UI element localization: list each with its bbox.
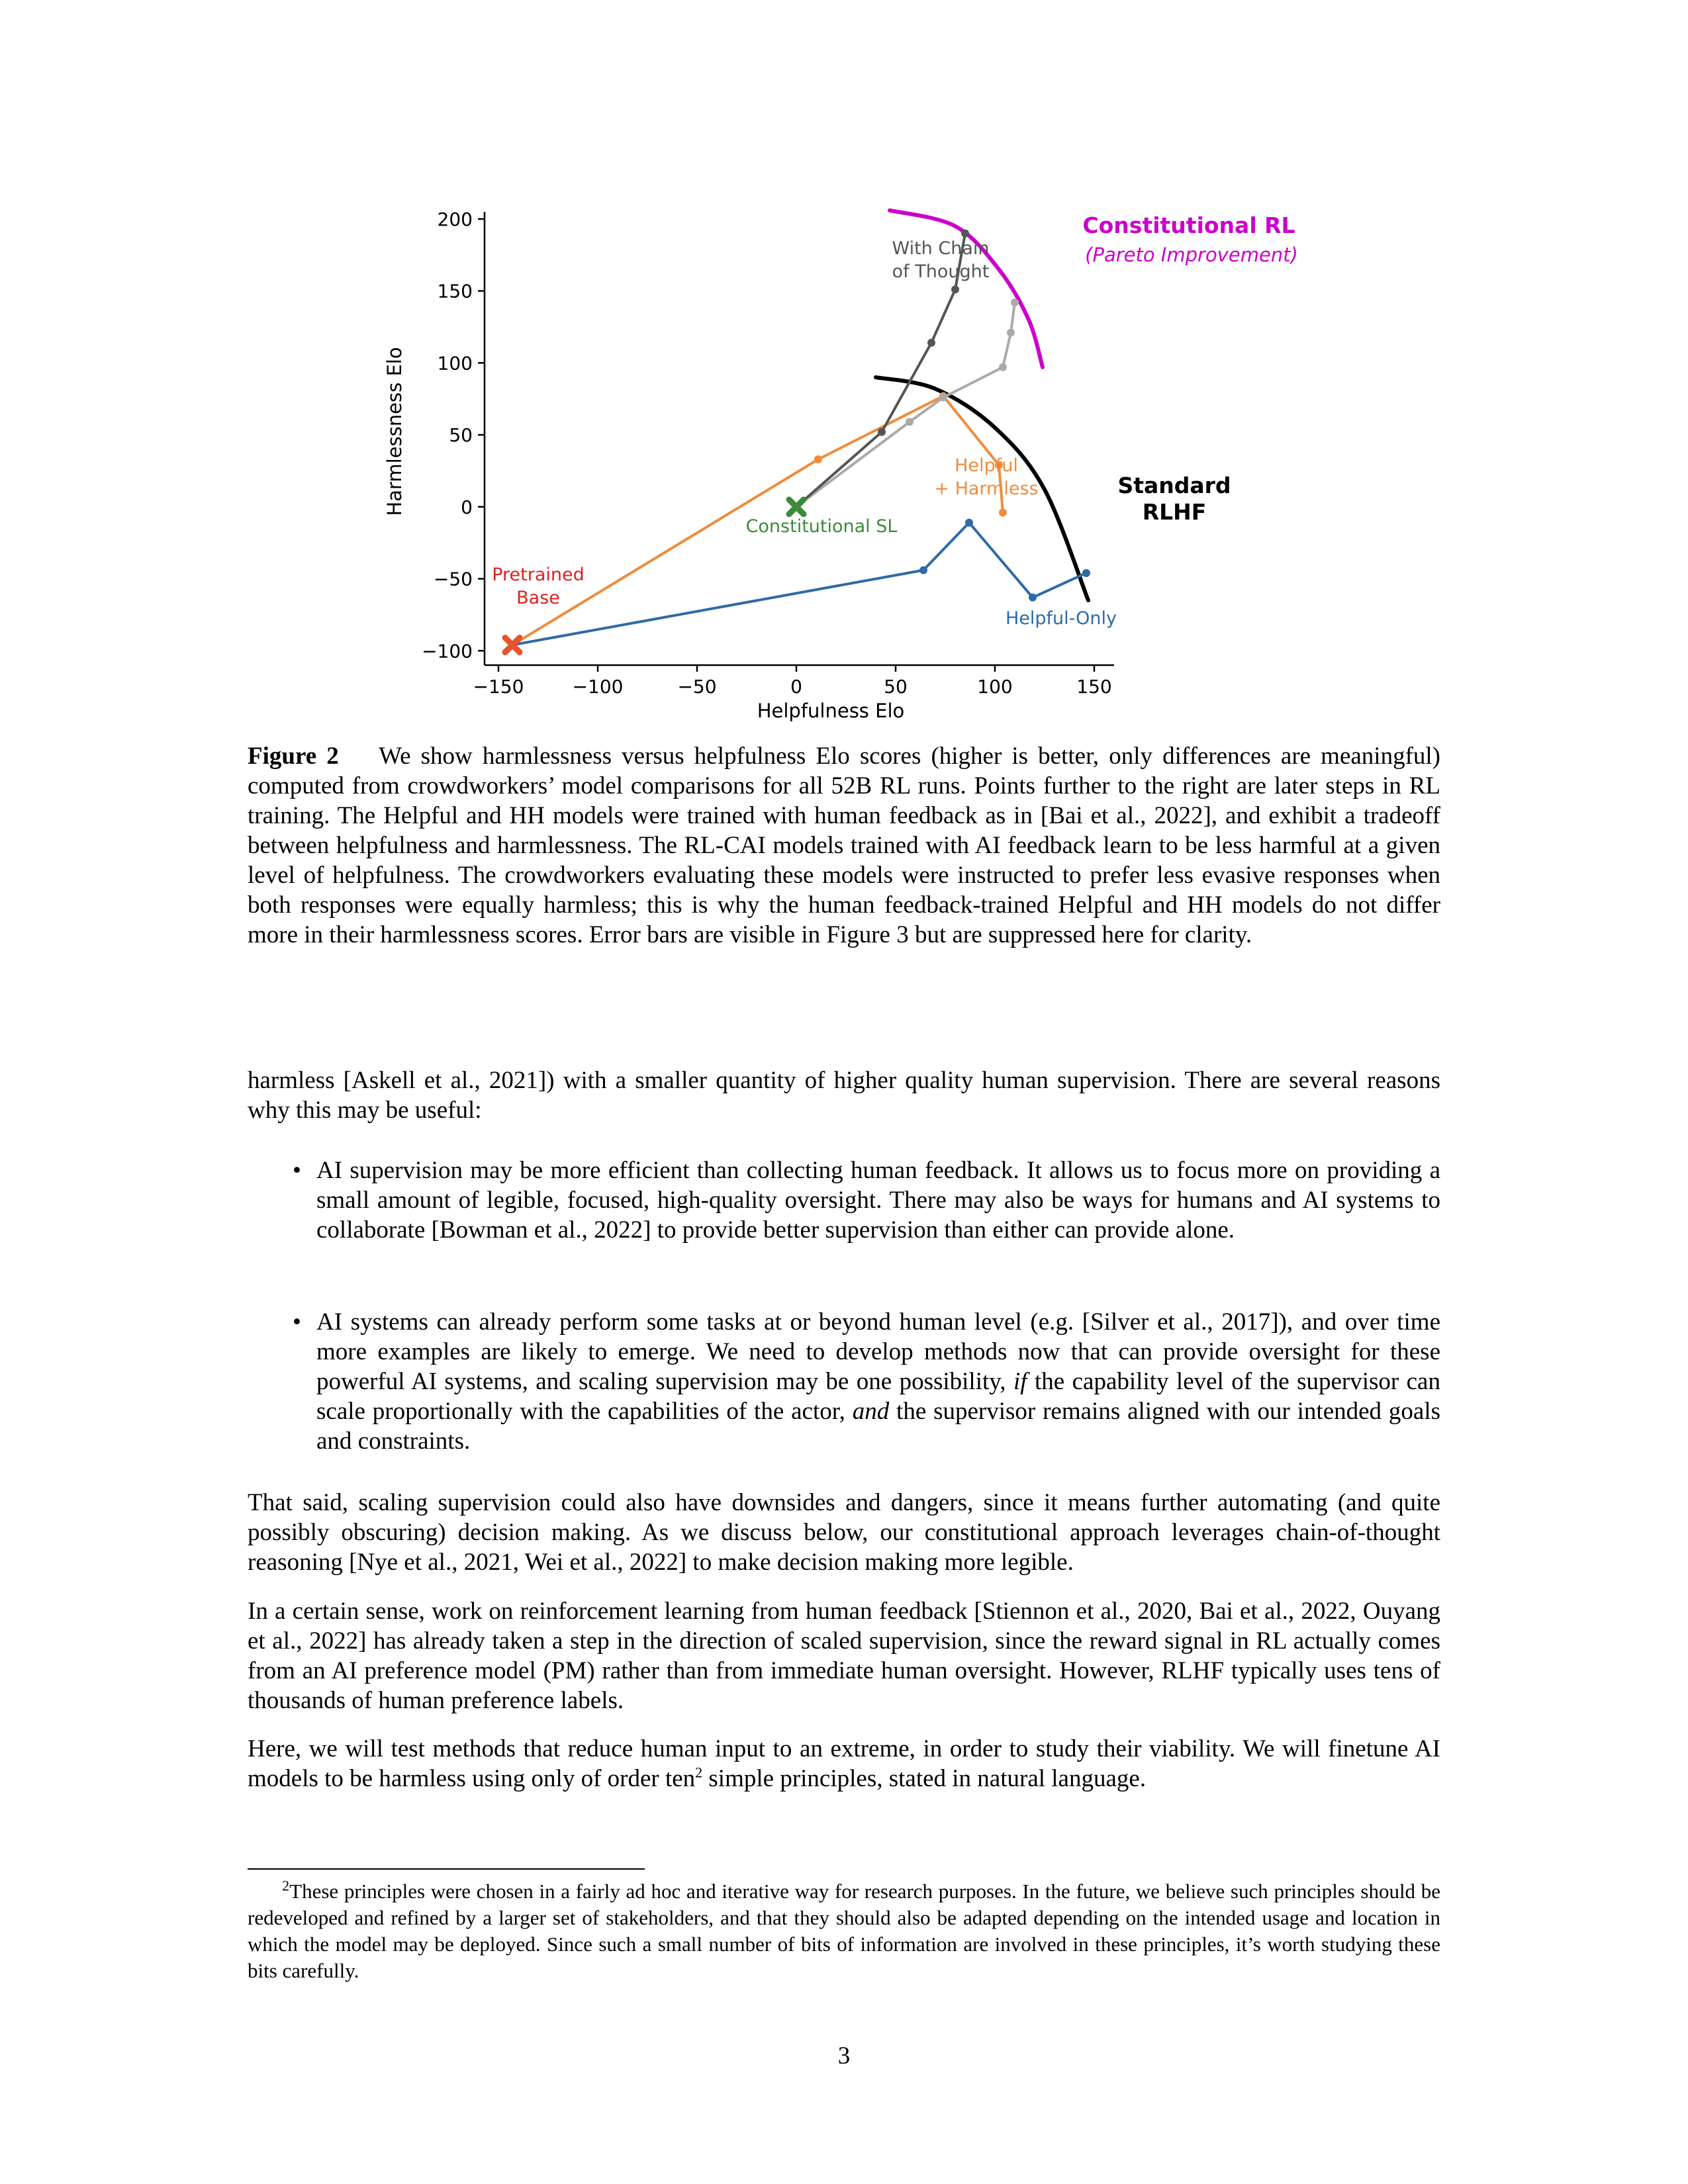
- bullet-text-2-if: if: [1013, 1368, 1027, 1395]
- caption-text: We show harmlessness versus helpfulness Elo scores (higher is better, only differences are meaningful) computed from crowdworkers’ model comparisons for all 52B RL runs. Points further to the right are later steps in RL training. The Helpful and HH models were trained with human feedback as in [Bai et al., 2022], and exhibit a tradeoff between helpfulness and harmlessness. The RL-CAI models trained with AI feedback learn to be less harmful at a given level of helpfulness. The crowdworkers evaluating these models were instructed to prefer less evasive responses when both responses were equally harmless; this is why the human feedback-trained Helpful and HH models do not differ more in their harmlessness scores. Error bars are visible in Figure 3 but are suppressed here for clarity.: [248, 743, 1440, 948]
- data-point-helpful-only: [919, 566, 927, 574]
- bullet-item-2: [293, 1307, 1441, 1456]
- data-point-with-chain-of-thought: [951, 285, 959, 293]
- paragraph-2: That said, scaling supervision could also have downsides and dangers, since it means further automating (and quite possibly obscuring) decision making. As we discuss below, our constitutional approach leverages chain-of-thought reasoning [Nye et al., 2021, Wei et al., 2022] to make decision making more legible.: [248, 1489, 1440, 1576]
- x-tick-label: 50: [884, 676, 908, 698]
- paragraph-1: harmless [Askell et al., 2021]) with a smaller quantity of higher quality human supervision. There are several reasons why this may be useful:: [248, 1067, 1440, 1124]
- x-tick-label: −50: [677, 676, 717, 698]
- label-chain-of-thought-1: With Chain: [892, 238, 990, 259]
- y-tick-label: 200: [437, 208, 473, 230]
- y-tick-label: 50: [449, 424, 473, 447]
- y-tick-label: −50: [433, 568, 473, 590]
- caption-label: Figure 2: [248, 743, 339, 770]
- label-standard-rlhf-1: Standard: [1117, 473, 1231, 498]
- paragraph-4-text-a: Here, we will test methods that reduce human input to an extreme, in order to study their viability. We will finetune AI models to be harmless using only of order ten: [248, 1735, 1440, 1792]
- series-lines: [508, 230, 1090, 649]
- data-point-helpful-only: [965, 519, 973, 527]
- bullet-text-2a: AI systems can already perform some tasks at or beyond human level (e.g. [Silver et al., 2017]), and over time more examples are likely to emerge. We need to develop methods now that can provide oversight for these powerful AI systems, and scaling supervision may be one possibility,: [316, 1308, 1440, 1395]
- label-constitutional-rl: Constitutional RL: [1082, 212, 1295, 238]
- data-point-with-chain-of-thought: [927, 339, 935, 347]
- bullet-glyph: •: [293, 1308, 301, 1336]
- bullet-text-1: AI supervision may be more efficient than collecting human feedback. It allows us to focus more on providing a small amount of legible, focused, high-quality oversight. There may also be ways for humans and AI systems to collaborate [Bowman et al., 2022] to provide better supervision than either can provide alone.: [316, 1157, 1440, 1244]
- footnote-mark: 2: [282, 1877, 290, 1894]
- figure-2: [371, 185, 1311, 735]
- data-point-helpful-harmless: [999, 508, 1007, 516]
- footnote-ref[interactable]: 2: [695, 1764, 703, 1781]
- page-number: 3: [837, 2042, 851, 2070]
- label-pareto-improvement: (Pareto Improvement): [1085, 244, 1298, 266]
- x-tick-label: −150: [473, 676, 524, 698]
- paragraph-3: In a certain sense, work on reinforcement learning from human feedback [Stiennon et al., 2020, Bai et al., 2022, Ouyang et al., 2022] has already taken a step in the direction of scaled supervision, since the reward signal in RL actually comes from an AI preference model (PM) rather than from immediate human oversight. However, RLHF typically uses tens of thousands of human preference labels.: [248, 1598, 1440, 1714]
- x-tick-label: 100: [977, 676, 1013, 698]
- x-tick-label: 0: [790, 676, 802, 698]
- ylabel: Harmlessness Elo: [383, 347, 406, 516]
- bullet-text-2b: the capability level of the supervisor can scale proportionally with the capabilities of the actor,: [316, 1368, 1440, 1425]
- y-tick-label: 150: [437, 280, 473, 302]
- series-line-helpful-only: [512, 523, 1086, 645]
- data-point-helpful-harmless: [814, 455, 822, 463]
- data-point-constitutional-rl: [939, 394, 947, 402]
- figure-caption: [248, 741, 1440, 950]
- marker-constitutional-sl: [789, 500, 804, 514]
- label-helpful-harmless-2: + Harmless: [934, 478, 1039, 499]
- data-point-constitutional-rl: [999, 363, 1007, 371]
- data-point-helpful-only: [1082, 569, 1090, 577]
- x-tick-label: 150: [1076, 676, 1112, 698]
- label-helpful-harmless-1: Helpful: [955, 455, 1018, 476]
- bullet-glyph: •: [293, 1157, 301, 1184]
- xlabel: Helpfulness Elo: [757, 700, 905, 722]
- data-point-constitutional-rl: [1007, 329, 1015, 337]
- label-constitutional-sl: Constitutional SL: [745, 516, 898, 537]
- footnote-text: These principles were chosen in a fairly ad hoc and iterative way for research purposes. In the future, we believe such principles should be redeveloped and refined by a larger set of stakeholders, and that they should also be adapted depending on the intended usage and location in which the model may be deployed. Since such a small number of bits of information are involved in these principles, it’s worth studying these bits carefully.: [248, 1880, 1441, 1982]
- elo-scatter-chart: [371, 185, 1311, 735]
- bullet-text-2c: the supervisor remains aligned with our intended goals and constraints.: [316, 1398, 1441, 1455]
- data-point-with-chain-of-thought: [878, 428, 886, 436]
- label-helpful-only: Helpful-Only: [1005, 608, 1117, 629]
- data-point-with-chain-of-thought: [961, 230, 969, 238]
- x-tick-label: −100: [572, 676, 624, 698]
- label-standard-rlhf-2: RLHF: [1142, 499, 1207, 525]
- y-tick-label: 0: [461, 496, 473, 518]
- y-tick-label: −100: [422, 640, 473, 662]
- paragraph-4-text-b: simple principles, stated in natural language.: [702, 1765, 1147, 1792]
- footnote: [248, 1878, 1440, 1984]
- data-point-constitutional-rl: [1011, 298, 1019, 306]
- bullet-item-1: [293, 1156, 1440, 1245]
- label-pretrained-base-2: Base: [516, 588, 560, 608]
- bullet-text-2-and: and: [852, 1398, 890, 1425]
- label-chain-of-thought-2: of Thought: [892, 261, 990, 282]
- series-line-constitutional-rl: [796, 302, 1015, 507]
- paragraph-4: [248, 1734, 1440, 1794]
- label-pretrained-base-1: Pretrained: [492, 565, 585, 585]
- y-tick-label: 100: [437, 352, 473, 375]
- data-point-constitutional-rl: [906, 418, 914, 426]
- data-point-helpful-only: [1029, 594, 1037, 602]
- footnote-rule: [248, 1868, 645, 1870]
